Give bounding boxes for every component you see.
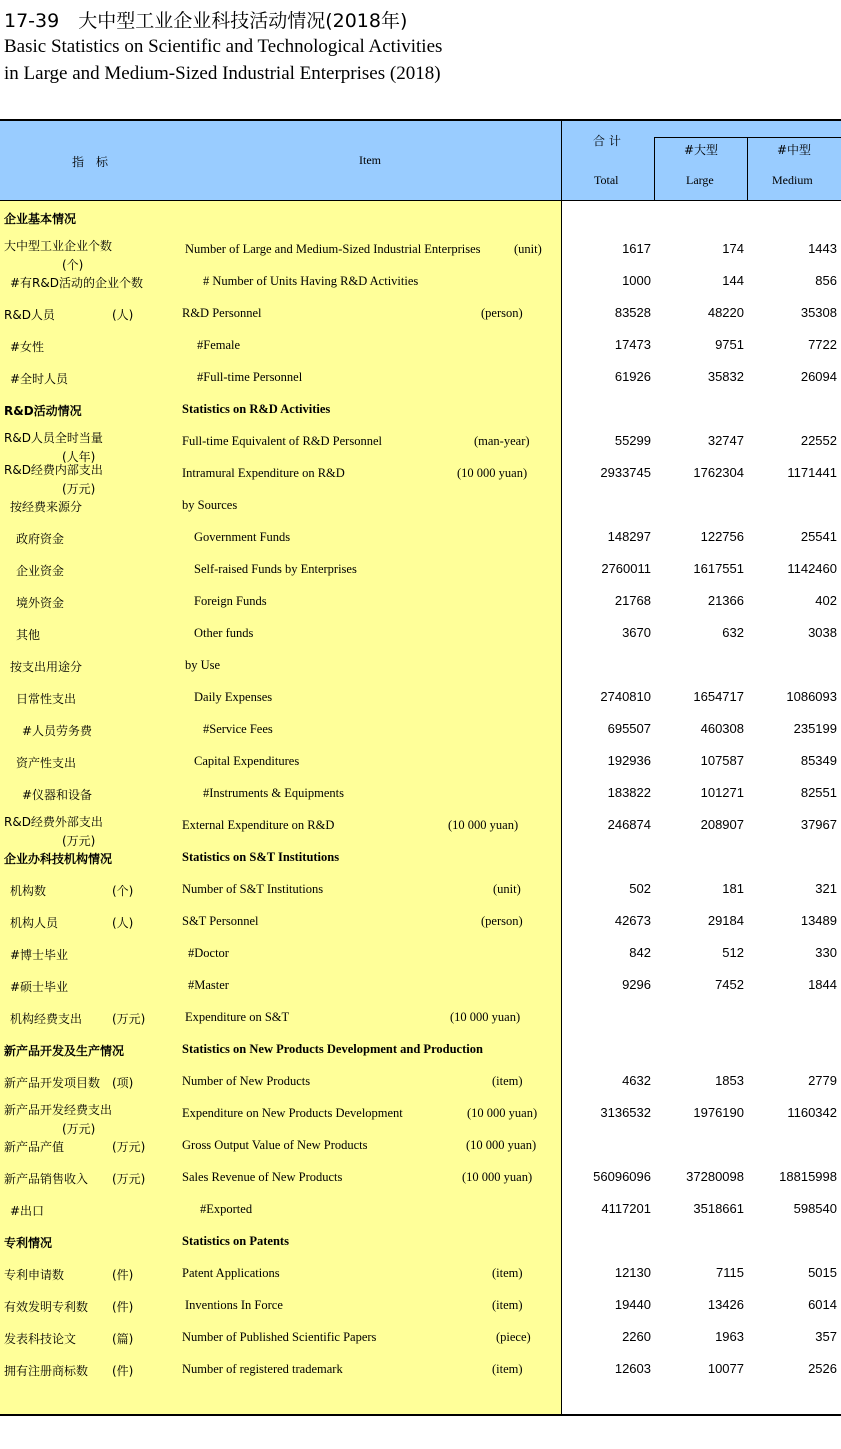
value-total: 842 xyxy=(629,945,651,960)
table-row xyxy=(0,1289,841,1321)
section-header-row xyxy=(0,1033,841,1065)
value-medium: 2526 xyxy=(808,1361,837,1376)
indicator-unit-cn: (篇) xyxy=(112,1332,134,1346)
indicator-cn: 企业资金 xyxy=(16,564,65,578)
table-row xyxy=(0,1257,841,1289)
item-en: Inventions In Force xyxy=(185,1298,283,1312)
item-unit-en: (man-year) xyxy=(474,434,530,448)
value-total: 3670 xyxy=(622,625,651,640)
value-medium: 1844 xyxy=(808,977,837,992)
table-row xyxy=(0,809,841,848)
item-unit-en: (10 000 yuan) xyxy=(462,1170,533,1184)
indicator-cn: 机构数 xyxy=(10,884,47,898)
table-title-en-line2: in Large and Medium-Sized Industrial Enterprises (2018) xyxy=(4,63,441,84)
table-row xyxy=(0,873,841,905)
indicator-cn: R&D活动情况 xyxy=(4,404,82,418)
table-row xyxy=(0,1001,841,1033)
section-header-row xyxy=(0,1225,841,1257)
item-en: Gross Output Value of New Products xyxy=(182,1138,368,1152)
item-en: Sales Revenue of New Products xyxy=(182,1170,343,1184)
item-en: #Service Fees xyxy=(203,722,273,736)
column-divider xyxy=(654,137,655,200)
item-unit-en: (item) xyxy=(492,1362,523,1376)
table-title-en-line1: Basic Statistics on Scientific and Technological Activities xyxy=(4,36,443,57)
value-medium: 1142460 xyxy=(787,561,837,576)
table-row xyxy=(0,1097,841,1136)
value-total: 183822 xyxy=(607,785,651,800)
indicator-cn: 新产品开发及生产情况 xyxy=(4,1044,125,1058)
item-en: #Doctor xyxy=(188,946,229,960)
table-row xyxy=(0,777,841,809)
value-medium: 22552 xyxy=(800,433,837,448)
table-row xyxy=(0,1161,841,1193)
item-en: S&T Personnel xyxy=(182,914,259,928)
column-divider xyxy=(747,137,748,200)
value-total: 2260 xyxy=(622,1329,651,1344)
indicator-cn: R&D人员 xyxy=(4,308,55,322)
value-total: 55299 xyxy=(614,433,651,448)
value-total: 4632 xyxy=(622,1073,651,1088)
value-large: 174 xyxy=(722,241,744,256)
value-large: 1617551 xyxy=(693,561,744,576)
indicator-cn: 新产品开发经费支出 xyxy=(4,1103,113,1117)
indicator-cn: #全时人员 xyxy=(10,372,69,386)
value-total: 1000 xyxy=(622,273,651,288)
item-en: by Use xyxy=(185,658,221,672)
indicator-unit-cn: (项) xyxy=(112,1076,134,1090)
item-en: Number of S&T Institutions xyxy=(182,882,324,896)
value-total: 61926 xyxy=(614,369,651,384)
indicator-cn: #有R&D活动的企业个数 xyxy=(10,276,143,290)
table-row xyxy=(0,521,841,553)
item-en: #Exported xyxy=(200,1202,253,1216)
value-large: 48220 xyxy=(707,305,744,320)
value-total: 2933745 xyxy=(600,465,651,480)
indicator-cn: #女性 xyxy=(10,340,45,354)
item-en: Capital Expenditures xyxy=(194,754,300,768)
value-large: 1853 xyxy=(715,1073,744,1088)
item-en: Number of registered trademark xyxy=(182,1362,343,1376)
item-en: #Full-time Personnel xyxy=(197,370,303,384)
table-row xyxy=(0,585,841,617)
value-large: 29184 xyxy=(707,913,744,928)
value-medium: 357 xyxy=(815,1329,837,1344)
value-medium: 1086093 xyxy=(786,689,837,704)
indicator-cn: #硕士毕业 xyxy=(10,980,69,994)
table-row xyxy=(0,233,841,272)
value-medium: 856 xyxy=(815,273,837,288)
item-en: Patent Applications xyxy=(182,1266,280,1280)
item-en: Statistics on S&T Institutions xyxy=(182,850,340,864)
value-medium: 1160342 xyxy=(787,1105,837,1120)
item-unit-en: (person) xyxy=(481,914,523,928)
indicator-cn: 有效发明专利数 xyxy=(4,1300,89,1314)
item-en: by Sources xyxy=(182,498,238,512)
indicator-cn: 按支出用途分 xyxy=(10,660,83,674)
table-row xyxy=(0,937,841,969)
table-row xyxy=(0,329,841,361)
indicator-unit-cn: (万元) xyxy=(62,834,96,848)
item-en: External Expenditure on R&D xyxy=(182,818,335,832)
value-large: 1654717 xyxy=(693,689,744,704)
item-unit-en: (unit) xyxy=(493,882,521,896)
indicator-cn: #博士毕业 xyxy=(10,948,69,962)
table-row xyxy=(0,1353,841,1385)
value-medium: 85349 xyxy=(800,753,837,768)
section-header-row xyxy=(0,841,841,873)
indicator-unit-cn: (个) xyxy=(112,884,134,898)
table-row xyxy=(0,905,841,937)
table-row xyxy=(0,617,841,649)
item-unit-en: (10 000 yuan) xyxy=(466,1138,537,1152)
section-header-row xyxy=(0,201,841,233)
indicator-unit-cn: (万元) xyxy=(112,1012,146,1026)
value-total: 56096096 xyxy=(593,1169,651,1184)
value-large: 122756 xyxy=(700,529,744,544)
value-medium: 35308 xyxy=(800,305,837,320)
indicator-unit-cn: (万元) xyxy=(112,1140,146,1154)
item-en: Statistics on R&D Activities xyxy=(182,402,331,416)
item-unit-en: (10 000 yuan) xyxy=(448,818,519,832)
value-total: 17473 xyxy=(614,337,651,352)
value-large: 1963 xyxy=(715,1329,744,1344)
table-row xyxy=(0,649,841,681)
value-total: 3136532 xyxy=(600,1105,651,1120)
header-indicator-cn: 指 标 xyxy=(72,155,109,169)
value-large: 9751 xyxy=(715,337,744,352)
table-row xyxy=(0,745,841,777)
indicator-unit-cn: (万元) xyxy=(112,1172,146,1186)
value-large: 1762304 xyxy=(693,465,744,480)
value-medium: 13489 xyxy=(800,913,837,928)
table-top-rule xyxy=(0,119,841,121)
value-medium: 402 xyxy=(815,593,837,608)
indicator-cn: 专利申请数 xyxy=(4,1268,65,1282)
indicator-cn: 专利情况 xyxy=(4,1236,53,1250)
item-unit-en: (person) xyxy=(481,306,523,320)
item-unit-en: (item) xyxy=(492,1298,523,1312)
item-en: Number of Published Scientific Papers xyxy=(182,1330,377,1344)
indicator-cn: 政府资金 xyxy=(16,532,65,546)
value-total: 2740810 xyxy=(600,689,651,704)
value-large: 101271 xyxy=(700,785,744,800)
item-en: Intramural Expenditure on R&D xyxy=(182,466,345,480)
value-medium: 37967 xyxy=(800,817,837,832)
table-row xyxy=(0,1065,841,1097)
value-medium: 3038 xyxy=(808,625,837,640)
item-en: R&D Personnel xyxy=(182,306,262,320)
value-total: 148297 xyxy=(607,529,651,544)
indicator-cn: 资产性支出 xyxy=(16,756,77,770)
indicator-unit-cn: (件) xyxy=(112,1364,134,1378)
indicator-cn: 机构人员 xyxy=(10,916,59,930)
value-large: 1976190 xyxy=(693,1105,744,1120)
item-en: Other funds xyxy=(194,626,254,640)
item-en: Number of Large and Medium-Sized Industrial Enterprises xyxy=(185,242,481,256)
indicator-cn: 拥有注册商标数 xyxy=(4,1364,89,1378)
indicator-cn: 新产品开发项目数 xyxy=(4,1076,101,1090)
item-unit-en: (10 000 yuan) xyxy=(457,466,528,480)
item-en: Daily Expenses xyxy=(194,690,273,704)
value-total: 19440 xyxy=(614,1297,651,1312)
indicator-cn: #仪器和设备 xyxy=(22,788,93,802)
value-large: 460308 xyxy=(700,721,744,736)
indicator-cn: 新产品产值 xyxy=(4,1140,65,1154)
value-total: 1617 xyxy=(622,241,651,256)
value-large: 32747 xyxy=(707,433,744,448)
value-medium: 235199 xyxy=(793,721,837,736)
table-row xyxy=(0,713,841,745)
indicator-unit-cn: (人年) xyxy=(62,450,96,464)
table-row xyxy=(0,1321,841,1353)
value-total: 695507 xyxy=(607,721,651,736)
indicator-cn: #人员劳务费 xyxy=(22,724,93,738)
indicator-cn: #出口 xyxy=(10,1204,45,1218)
indicator-unit-cn: (人) xyxy=(112,308,134,322)
header-large-en: Large xyxy=(686,173,714,187)
indicator-unit-cn: (人) xyxy=(112,916,134,930)
indicator-cn: R&D经费外部支出 xyxy=(4,815,103,829)
value-total: 12130 xyxy=(614,1265,651,1280)
value-medium: 6014 xyxy=(808,1297,837,1312)
header-sub-rule xyxy=(655,137,841,138)
indicator-cn: 大中型工业企业个数 xyxy=(4,239,113,253)
item-en: #Master xyxy=(188,978,229,992)
item-en: Full-time Equivalent of R&D Personnel xyxy=(182,434,382,448)
value-total: 12603 xyxy=(614,1361,651,1376)
value-large: 3518661 xyxy=(693,1201,744,1216)
value-medium: 1171441 xyxy=(787,465,837,480)
value-large: 13426 xyxy=(707,1297,744,1312)
header-large-cn: #大型 xyxy=(684,143,719,157)
item-en: Statistics on New Products Development and Production xyxy=(182,1042,483,1056)
value-large: 512 xyxy=(722,945,744,960)
value-medium: 25541 xyxy=(800,529,837,544)
value-total: 21768 xyxy=(614,593,651,608)
indicator-cn: 日常性支出 xyxy=(16,692,77,706)
value-large: 7452 xyxy=(715,977,744,992)
table-row xyxy=(0,297,841,329)
indicator-cn: 境外资金 xyxy=(16,596,65,610)
item-unit-en: (10 000 yuan) xyxy=(467,1106,538,1120)
indicator-cn: 企业基本情况 xyxy=(4,212,77,226)
indicator-cn: 发表科技论文 xyxy=(4,1332,77,1346)
value-large: 35832 xyxy=(707,369,744,384)
item-en: Expenditure on New Products Development xyxy=(182,1106,403,1120)
table-row xyxy=(0,361,841,393)
value-medium: 2779 xyxy=(808,1073,837,1088)
table-bottom-rule xyxy=(0,1414,841,1416)
value-large: 208907 xyxy=(700,817,744,832)
value-total: 9296 xyxy=(622,977,651,992)
table-row xyxy=(0,457,841,496)
item-unit-en: (10 000 yuan) xyxy=(450,1010,521,1024)
item-en: Expenditure on S&T xyxy=(185,1010,290,1024)
item-en: Self-raised Funds by Enterprises xyxy=(194,562,357,576)
item-en: # Number of Units Having R&D Activities xyxy=(203,274,419,288)
table-row xyxy=(0,1129,841,1161)
item-en: #Female xyxy=(197,338,241,352)
item-en: Foreign Funds xyxy=(194,594,267,608)
table-row xyxy=(0,553,841,585)
value-medium: 18815998 xyxy=(779,1169,837,1184)
indicator-cn: 新产品销售收入 xyxy=(4,1172,89,1186)
indicator-unit-cn: (件) xyxy=(112,1268,134,1282)
value-medium: 7722 xyxy=(808,337,837,352)
value-total: 246874 xyxy=(607,817,651,832)
item-unit-en: (unit) xyxy=(514,242,542,256)
item-en: Statistics on Patents xyxy=(182,1234,289,1248)
indicator-unit-cn: (万元) xyxy=(62,482,96,496)
value-large: 107587 xyxy=(700,753,744,768)
table-row xyxy=(0,681,841,713)
value-medium: 1443 xyxy=(808,241,837,256)
header-medium-en: Medium xyxy=(772,173,813,187)
value-large: 181 xyxy=(722,881,744,896)
value-medium: 330 xyxy=(815,945,837,960)
indicator-unit-cn: (件) xyxy=(112,1300,134,1314)
value-medium: 82551 xyxy=(800,785,837,800)
header-total-cn: 合 计 xyxy=(593,134,621,148)
value-total: 83528 xyxy=(614,305,651,320)
item-en: #Instruments & Equipments xyxy=(203,786,344,800)
indicator-unit-cn: (个) xyxy=(62,258,84,272)
table-row xyxy=(0,489,841,521)
value-large: 37280098 xyxy=(686,1169,744,1184)
table-title-cn: 17-39 大中型工业企业科技活动情况(2018年) xyxy=(4,10,408,32)
value-large: 10077 xyxy=(707,1361,744,1376)
indicator-cn: 其他 xyxy=(16,628,41,642)
item-unit-en: (item) xyxy=(492,1074,523,1088)
indicator-unit-cn: (万元) xyxy=(62,1122,96,1136)
item-unit-en: (item) xyxy=(492,1266,523,1280)
item-en: Government Funds xyxy=(194,530,291,544)
table-row xyxy=(0,425,841,464)
value-total: 42673 xyxy=(614,913,651,928)
value-large: 632 xyxy=(722,625,744,640)
table-row xyxy=(0,265,841,297)
table-row xyxy=(0,969,841,1001)
indicator-cn: 按经费来源分 xyxy=(10,500,83,514)
value-medium: 598540 xyxy=(793,1201,837,1216)
section-header-row xyxy=(0,393,841,425)
value-large: 7115 xyxy=(716,1265,744,1280)
value-large: 21366 xyxy=(707,593,744,608)
value-total: 4117201 xyxy=(601,1201,651,1216)
header-medium-cn: #中型 xyxy=(777,143,812,157)
indicator-cn: R&D人员全时当量 xyxy=(4,431,103,445)
value-total: 2760011 xyxy=(601,561,651,576)
value-total: 502 xyxy=(629,881,651,896)
header-item-en: Item xyxy=(359,153,381,167)
indicator-cn: 机构经费支出 xyxy=(10,1012,83,1026)
table-row xyxy=(0,1193,841,1225)
item-en: Number of New Products xyxy=(182,1074,311,1088)
value-medium: 26094 xyxy=(800,369,837,384)
table-header xyxy=(0,121,841,200)
value-medium: 5015 xyxy=(808,1265,837,1280)
item-unit-en: (piece) xyxy=(496,1330,531,1344)
header-total-en: Total xyxy=(594,173,619,187)
value-medium: 321 xyxy=(815,881,837,896)
indicator-cn: 企业办科技机构情况 xyxy=(4,852,113,866)
value-large: 144 xyxy=(722,273,744,288)
indicator-cn: R&D经费内部支出 xyxy=(4,463,103,477)
value-total: 192936 xyxy=(607,753,651,768)
